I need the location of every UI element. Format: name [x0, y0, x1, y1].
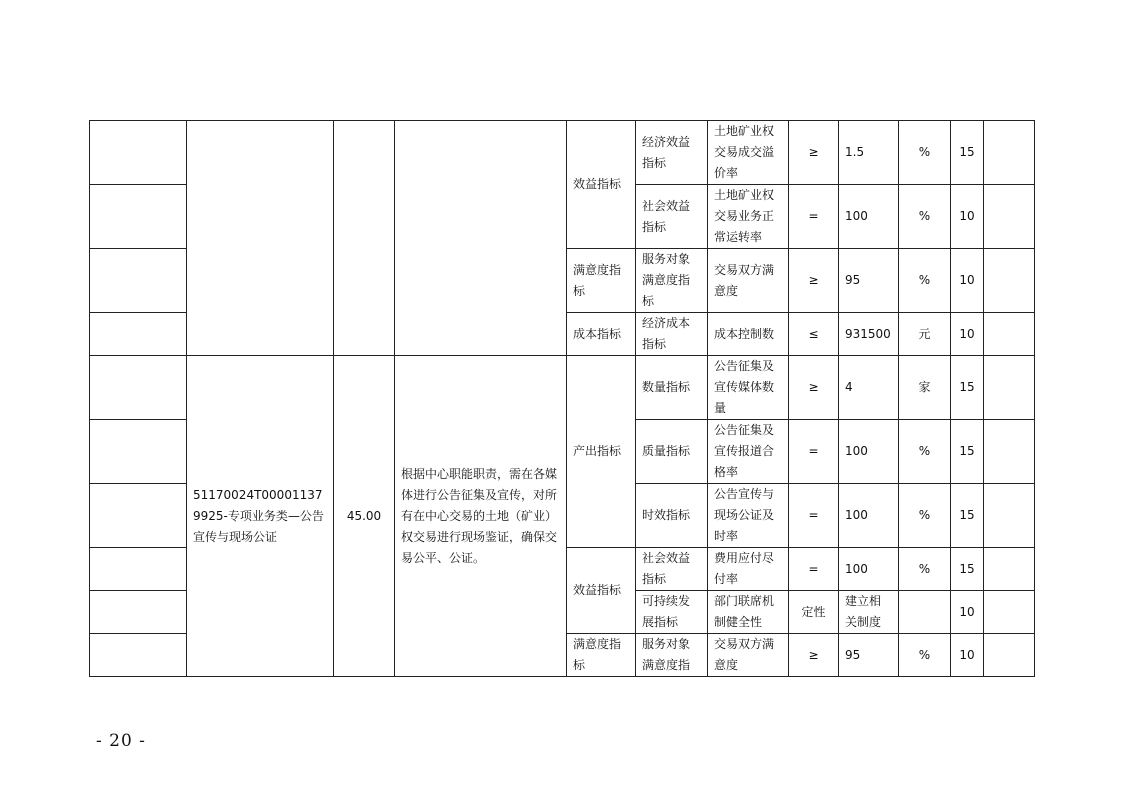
level2-indicator: 数量指标 — [636, 356, 708, 420]
level3-indicator: 土地矿业权交易成交溢价率 — [708, 121, 789, 185]
operator-cell: ≥ — [789, 634, 839, 677]
weight-cell: 10 — [951, 591, 984, 634]
blank-cell — [984, 484, 1035, 548]
level2-indicator: 社会效益指标 — [636, 185, 708, 249]
blank-cell — [984, 249, 1035, 313]
level2-indicator: 服务对象满意度指 — [636, 634, 708, 677]
blank-cell — [90, 249, 187, 313]
operator-cell: = — [789, 420, 839, 484]
level1-indicator: 满意度指标 — [567, 634, 636, 677]
blank-cell — [90, 356, 187, 420]
weight-cell: 15 — [951, 420, 984, 484]
target-value-cell: 100 — [839, 548, 899, 591]
blank-cell — [90, 548, 187, 591]
target-value-cell: 931500 — [839, 313, 899, 356]
level3-indicator: 公告征集及宣传报道合格率 — [708, 420, 789, 484]
blank-cell — [90, 591, 187, 634]
weight-cell: 10 — [951, 185, 984, 249]
unit-cell: 元 — [899, 313, 951, 356]
operator-cell: 定性 — [789, 591, 839, 634]
blank-cell — [984, 121, 1035, 185]
project-name-cell: 51170024T000011379925-专项业务类—公告宣传与现场公证 — [187, 356, 334, 677]
target-value-cell: 1.5 — [839, 121, 899, 185]
weight-cell: 10 — [951, 249, 984, 313]
level3-indicator: 成本控制数 — [708, 313, 789, 356]
unit-cell: % — [899, 420, 951, 484]
blank-cell — [984, 634, 1035, 677]
weight-cell: 15 — [951, 121, 984, 185]
blank-cell — [984, 548, 1035, 591]
level3-indicator: 公告征集及宣传媒体数量 — [708, 356, 789, 420]
operator-cell: = — [789, 484, 839, 548]
unit-cell — [899, 591, 951, 634]
level2-indicator: 服务对象满意度指标 — [636, 249, 708, 313]
level3-indicator: 交易双方满意度 — [708, 634, 789, 677]
target-value-cell: 4 — [839, 356, 899, 420]
target-value-cell: 95 — [839, 249, 899, 313]
blank-cell — [90, 634, 187, 677]
target-value-cell: 95 — [839, 634, 899, 677]
level1-indicator: 效益指标 — [567, 121, 636, 249]
unit-cell: % — [899, 634, 951, 677]
description-cell: 根据中心职能职责，需在各媒体进行公告征集及宣传，对所有在中心交易的土地（矿业）权交易进行现场鉴证，确保交易公平、公证。 — [395, 356, 567, 677]
target-value-cell: 100 — [839, 484, 899, 548]
blank-cell — [984, 185, 1035, 249]
operator-cell: ≥ — [789, 249, 839, 313]
blank-cell — [90, 185, 187, 249]
target-value-cell: 建立相关制度 — [839, 591, 899, 634]
amount-cell: 45.00 — [334, 356, 395, 677]
unit-cell: % — [899, 249, 951, 313]
blank-cell — [90, 313, 187, 356]
level2-indicator: 时效指标 — [636, 484, 708, 548]
weight-cell: 10 — [951, 634, 984, 677]
level1-indicator: 满意度指标 — [567, 249, 636, 313]
level2-indicator: 经济效益指标 — [636, 121, 708, 185]
operator-cell: ≥ — [789, 121, 839, 185]
performance-target-table — [89, 120, 1035, 677]
level3-indicator: 费用应付尽付率 — [708, 548, 789, 591]
operator-cell: ≥ — [789, 356, 839, 420]
description-cell — [395, 121, 567, 356]
weight-cell: 15 — [951, 548, 984, 591]
unit-cell: % — [899, 484, 951, 548]
weight-cell: 15 — [951, 484, 984, 548]
table-row — [90, 356, 1035, 420]
operator-cell: ≤ — [789, 313, 839, 356]
unit-cell: % — [899, 121, 951, 185]
level3-indicator: 土地矿业权交易业务正常运转率 — [708, 185, 789, 249]
operator-cell: = — [789, 185, 839, 249]
level1-indicator: 效益指标 — [567, 548, 636, 634]
level1-indicator: 成本指标 — [567, 313, 636, 356]
level2-indicator: 社会效益指标 — [636, 548, 708, 591]
blank-cell — [90, 420, 187, 484]
blank-cell — [90, 484, 187, 548]
amount-cell — [334, 121, 395, 356]
level2-indicator: 质量指标 — [636, 420, 708, 484]
page-number: - 20 - — [96, 731, 146, 751]
weight-cell: 10 — [951, 313, 984, 356]
blank-cell — [984, 313, 1035, 356]
blank-cell — [984, 356, 1035, 420]
target-value-cell: 100 — [839, 420, 899, 484]
table-row — [90, 121, 1035, 185]
level2-indicator: 可持续发展指标 — [636, 591, 708, 634]
weight-cell: 15 — [951, 356, 984, 420]
level2-indicator: 经济成本指标 — [636, 313, 708, 356]
unit-cell: % — [899, 185, 951, 249]
project-name-cell — [187, 121, 334, 356]
level3-indicator: 部门联席机制健全性 — [708, 591, 789, 634]
level3-indicator: 公告宣传与现场公证及时率 — [708, 484, 789, 548]
target-value-cell: 100 — [839, 185, 899, 249]
unit-cell: 家 — [899, 356, 951, 420]
unit-cell: % — [899, 548, 951, 591]
level3-indicator: 交易双方满意度 — [708, 249, 789, 313]
blank-cell — [984, 420, 1035, 484]
blank-cell — [90, 121, 187, 185]
level1-indicator: 产出指标 — [567, 356, 636, 548]
operator-cell: = — [789, 548, 839, 591]
blank-cell — [984, 591, 1035, 634]
